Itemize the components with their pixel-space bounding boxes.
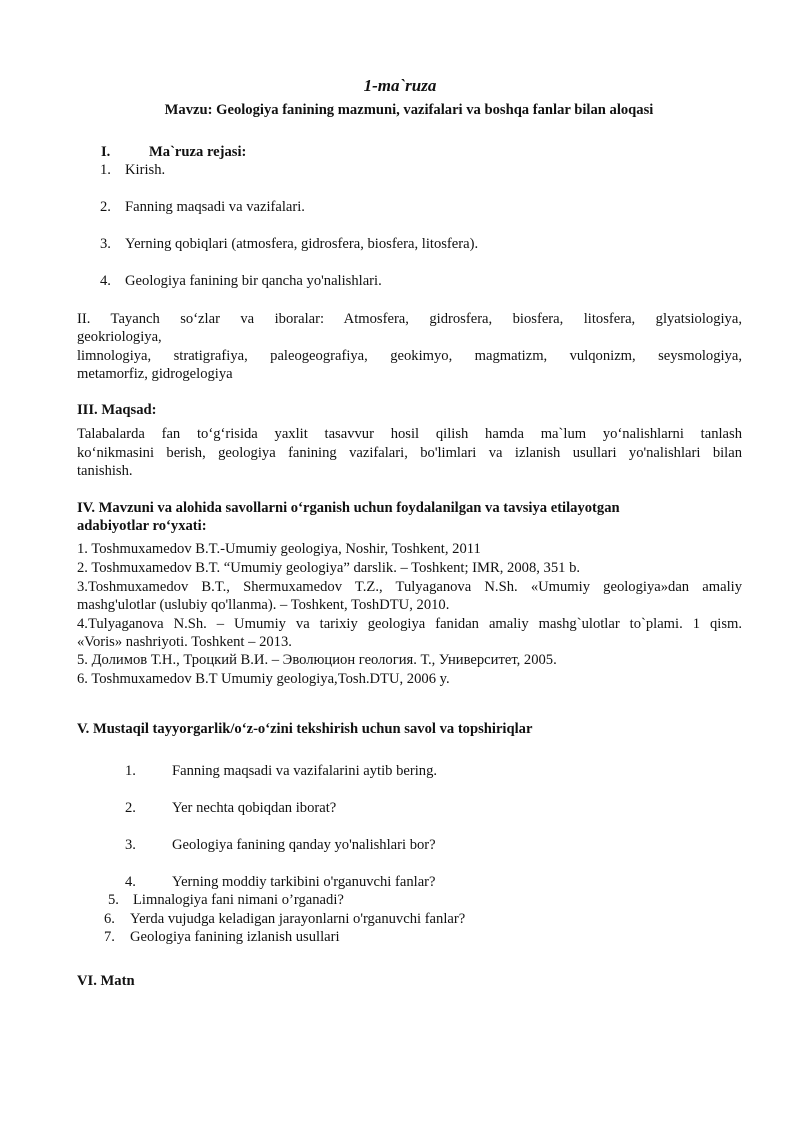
question-item: Geologiya fanining izlanish usullari — [130, 929, 340, 945]
plan-item: Yerning qobiqlari (atmosfera, gidrosfera, biosfera, litosfera). — [125, 236, 479, 252]
literature-item: 1. Toshmuxamedov B.T.-Umumiy geologiya, Noshir, Toshkent, 2011 — [77, 541, 481, 557]
question-item: Yer nechta qobiqdan iborat? — [172, 800, 337, 816]
literature-item: 5. Долимов Т.Н., Троцкий В.И. – Эволюцион геология. Т., Университет, 2005. — [77, 652, 557, 668]
literature-item: 4.Tulyaganova N.Sh. – Umumiy va tarixiy geologiya fanidan amaliy mashg`ulotlar to`plami. 1 qism. — [77, 616, 742, 632]
question-number: 2. — [125, 800, 136, 816]
goal-heading: III. Maqsad: — [77, 402, 157, 418]
literature-heading: IV. Mavzuni va alohida savollarni o‘rganish uchun foydalanilgan va tavsiya etilayotgan — [77, 500, 620, 516]
question-item: Limnalogiya fani nimani o’rganadi? — [133, 892, 344, 908]
goal-line: ko‘nikmasini berish, geologiya fanining vazifalari, bo'limlari va izlanish usullari yo'nalishlari bilan — [77, 445, 742, 461]
lecture-subtitle: Mavzu: Geologiya fanining mazmuni, vazifalari va boshqa fanlar bilan aloqasi — [164, 102, 654, 118]
literature-item: mashg'ulotlar (uslubiy qo'llanma). – Toshkent, ToshDTU, 2010. — [77, 597, 450, 613]
questions-heading: V. Mustaqil tayyorgarlik/o‘z-o‘zini tekshirish uchun savol va topshiriqlar — [77, 721, 533, 737]
plan-item-number: 1. — [100, 162, 111, 178]
goal-line: tanishish. — [77, 463, 133, 479]
plan-item-number: 3. — [100, 236, 111, 252]
keywords-line: geokriologiya, — [77, 329, 162, 345]
plan-item-number: 2. — [100, 199, 111, 215]
plan-item: Fanning maqsadi va vazifalari. — [125, 199, 305, 215]
plan-item: Geologiya fanining bir qancha yo'nalishlari. — [125, 273, 382, 289]
plan-item-number: 4. — [100, 273, 111, 289]
keywords-line: metamorfiz, gidrogelogiya — [77, 366, 233, 382]
question-number: 4. — [125, 874, 136, 890]
keywords-line: II. Tayanch so‘zlar va iboralar: Atmosfera, gidrosfera, biosfera, litosfera, glyatsiologiya, — [77, 311, 742, 327]
question-item: Geologiya fanining qanday yo'nalishlari bor? — [172, 837, 436, 853]
literature-item: «Voris» nashriyoti. Toshkent – 2013. — [77, 634, 292, 650]
literature-item: 6. Toshmuxamedov B.T Umumiy geologiya,Tosh.DTU, 2006 y. — [77, 671, 450, 687]
plan-item: Kirish. — [125, 162, 166, 178]
literature-heading: adabiyotlar ro‘yxati: — [77, 518, 207, 534]
keywords-line: limnologiya, stratigrafiya, paleogeografiya, geokimyo, magmatizm, vulqonizm, seysmologiya, — [77, 348, 742, 364]
question-item: Yerda vujudga keladigan jarayonlarni o'rganuvchi fanlar? — [130, 911, 466, 927]
question-number: 7. — [104, 929, 115, 945]
lecture-title: 1-ma`ruza — [363, 76, 437, 95]
literature-item: 3.Toshmuxamedov B.T., Shermuxamedov T.Z., Tulyaganova N.Sh. «Umumiy geologiya»dan amaliy — [77, 579, 742, 595]
question-number: 3. — [125, 837, 136, 853]
plan-number: I. — [101, 144, 111, 160]
plan-heading: Ma`ruza rejasi: — [149, 144, 247, 160]
literature-item: 2. Toshmuxamedov B.T. “Umumiy geologiya” darslik. – Toshkent; IMR, 2008, 351 b. — [77, 560, 581, 576]
question-number: 1. — [125, 763, 136, 779]
question-number: 6. — [104, 911, 115, 927]
question-item: Yerning moddiy tarkibini o'rganuvchi fanlar? — [172, 874, 436, 890]
question-item: Fanning maqsadi va vazifalarini aytib bering. — [172, 763, 438, 779]
question-number: 5. — [108, 892, 119, 908]
goal-line: Talabalarda fan to‘g‘risida yaxlit tasavvur hosil qilish hamda ma`lum yo‘nalishlarni tanlash — [77, 426, 742, 442]
text-heading: VI. Matn — [77, 973, 135, 989]
